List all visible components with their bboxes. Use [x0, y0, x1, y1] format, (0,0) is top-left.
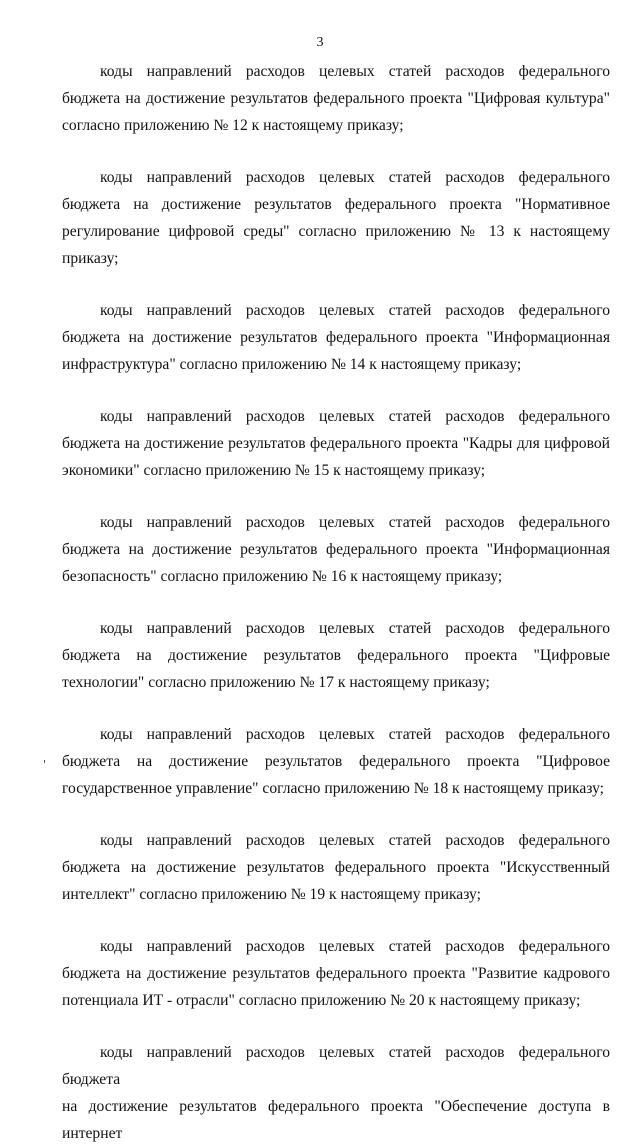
- paragraph-code-directions-18: коды направлений расходов целевых статей расходов федерального бюджета на достижение результатов федерального проекта "Цифровое государственное управление" согласно приложению № 18 к настоящему приказу;: [62, 726, 610, 797]
- paragraph-code-directions-13: коды направлений расходов целевых статей расходов федерального бюджета на достижение результатов федерального проекта "Нормативное регулирование цифровой среды" согласно приложению № 13 к настоящему приказу;: [62, 169, 610, 267]
- document-body: [62, 58, 610, 1147]
- scan-mark: [44, 760, 45, 763]
- paragraph-code-directions-20: коды направлений расходов целевых статей расходов федерального бюджета на достижение результатов федерального проекта "Развитие кадрового потенциала ИТ - отрасли" согласно приложению № 20 к настоящему приказу;: [62, 938, 610, 1009]
- paragraph-line-2: на достижение результатов федерального проекта "Обеспечение доступа в интернет: [62, 1098, 610, 1142]
- paragraph-code-directions-internet: [62, 1039, 610, 1147]
- paragraph-code-directions-16: коды направлений расходов целевых статей расходов федерального бюджета на достижение результатов федерального проекта "Информационная безопасность" согласно приложению № 16 к настоящему приказу;: [62, 514, 610, 585]
- page-number: 3: [316, 35, 324, 50]
- paragraph-line-1: коды направлений расходов целевых статей расходов федерального бюджета: [62, 1044, 610, 1088]
- paragraph-code-directions-15: коды направлений расходов целевых статей расходов федерального бюджета на достижение результатов федерального проекта "Кадры для цифровой экономики" согласно приложению № 15 к настоящему приказу;: [62, 408, 610, 479]
- paragraph-code-directions-17: коды направлений расходов целевых статей расходов федерального бюджета на достижение результатов федерального проекта "Цифровые технологии" согласно приложению № 17 к настоящему приказу;: [62, 620, 610, 691]
- paragraph-code-directions-12: коды направлений расходов целевых статей расходов федерального бюджета на достижение результатов федерального проекта "Цифровая культура" согласно приложению № 12 к настоящему приказу;: [62, 63, 610, 134]
- paragraph-code-directions-19: коды направлений расходов целевых статей расходов федерального бюджета на достижение результатов федерального проекта "Искусственный интеллект" согласно приложению № 19 к настоящему приказу;: [62, 832, 610, 903]
- paragraph-code-directions-14: коды направлений расходов целевых статей расходов федерального бюджета на достижение результатов федерального проекта "Информационная инфраструктура" согласно приложению № 14 к настоящему приказу;: [62, 302, 610, 373]
